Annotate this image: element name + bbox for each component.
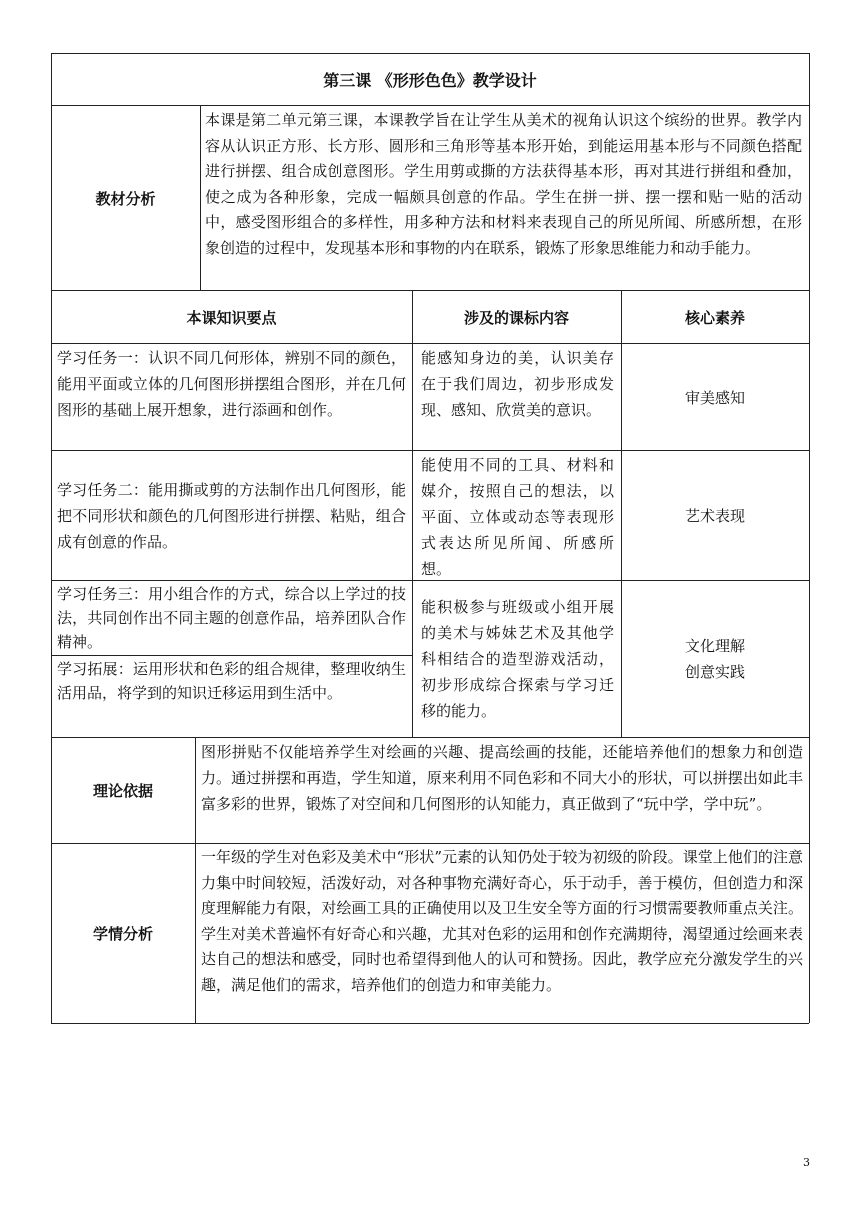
theory-basis-label: 理论依据 — [92, 782, 153, 800]
page-number: 3 — [803, 1156, 810, 1169]
learner-analysis-label: 学情分析 — [92, 925, 153, 943]
header-curriculum-standards: 涉及的课标内容 — [463, 308, 569, 327]
task-2-point: 学习任务二：能用撕或剪的方法制作出几何图形，能把不同形状和颜色的几何图形进行拼摆、粘贴，组合成有创意的作品。 — [57, 481, 406, 551]
task-3-standard: 能积极参与班级或小组开展的美术与姊妹艺术及其他学科相结合的造型游戏活动，初步形成综合探索与学习迁移的能力。 — [421, 598, 614, 720]
task-2-standard: 能使用不同的工具、材料和媒介，按照自己的想法，以平面、立体或动态等表现形式表达所见所闻、所感所想。 — [421, 456, 614, 578]
header-core-literacy: 核心素养 — [684, 308, 745, 327]
header-knowledge-points: 本课知识要点 — [186, 308, 277, 327]
material-analysis-text: 本课是第二单元第三课，本课教学旨在让学生从美术的视角认识这个缤纷的世界。教学内容从认识正方形、长方形、圆形和三角形等基本形开始，到能运用基本形与不同颜色搭配进行拼摆、组合成创意图形。学生用剪或撕的方法获得基本形，再对其进行拼组和叠加，使之成为各种形象，完成一幅颇具创意的作品。学生在拼一拼、摆一摆和贴一贴的活动中，感受图形组合的多样性，用多种方法和材料来表现自己的所见所闻、所感所想，在形象创造的过程中，发现基本形和事物的内在联系，锻炼了形象思维能力和动手能力。 — [205, 111, 802, 257]
task-2-literacy: 艺术表现 — [684, 507, 745, 525]
page-title: 第三课 《形形色色》教学设计 — [323, 71, 537, 90]
task-1-literacy: 审美感知 — [684, 388, 745, 407]
task-1-point: 学习任务一：认识不同几何形体，辨别不同的颜色，能用平面或立体的几何图形拼摆组合图形，并在几何图形的基础上展开想象，进行添画和创作。 — [57, 349, 406, 419]
task-3-literacy: 文化理解 创意实践 — [684, 637, 745, 681]
material-analysis-label: 教材分析 — [95, 189, 156, 208]
learner-analysis-text: 一年级的学生对色彩及美术中“形状”元素的认知仍处于较为初级的阶段。课堂上他们的注意力集中时间较短，活泼好动，对各种事物充满好奇心，乐于动手，善于模仿，但创造力和深度理解能力有限，对绘画工具的正确使用以及卫生安全等方面的行习惯需要教师重点关注。学生对美术普遍怀有好奇心和兴趣，尤其对色彩的运用和创作充满期待，渴望通过绘画来表达自己的想法和感受，同时也希望得到他人的认可和赞扬。因此，教学应充分激发学生的兴趣，满足他们的需求，培养他们的创造力和审美能力。 — [201, 848, 803, 994]
task-3-point: 学习任务三：用小组合作的方式，综合以上学过的技法，共同创作出不同主题的创意作品，培养团队合作精神。 — [57, 585, 406, 651]
extension-point: 学习拓展：运用形状和色彩的组合规律，整理收纳生活用品，将学到的知识迁移运用到生活中。 — [57, 660, 406, 702]
task-1-standard: 能感知身边的美，认识美存在于我们周边，初步形成发现、感知、欣赏美的意识。 — [421, 349, 614, 419]
theory-basis-text: 图形拼贴不仅能培养学生对绘画的兴趣、提高绘画的技能，还能培养他们的想象力和创造力。通过拼摆和再造，学生知道，原来利用不同色彩和不同大小的形状，可以拼摆出如此丰富多彩的世界，锻炼了对空间和几何图形的认知能力，真正做到了“玩中学，学中玩”。 — [201, 743, 803, 813]
